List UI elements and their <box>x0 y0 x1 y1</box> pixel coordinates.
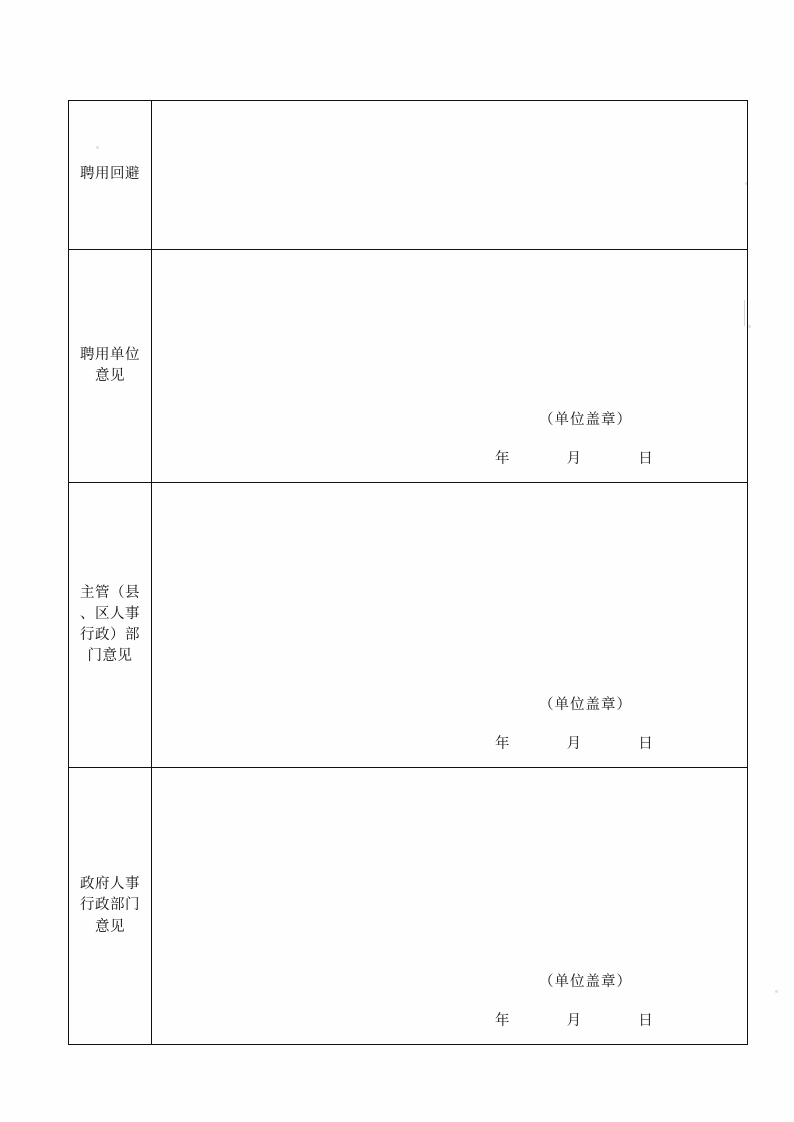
date-year: 年 <box>495 451 511 467</box>
row-content-employment-avoidance[interactable] <box>152 101 748 250</box>
table-row-supervising-department-opinion <box>69 483 748 768</box>
label-text-line1: 聘用单位 <box>80 346 140 363</box>
date-month: 月 <box>566 1013 583 1029</box>
label-text-line1: 政府人事 <box>80 876 140 893</box>
date-line <box>387 1009 717 1030</box>
seal-label: （单位盖章） <box>539 974 632 990</box>
signature-block-supervising-department <box>387 693 717 753</box>
date-line <box>387 732 717 753</box>
row-content-employing-unit-opinion[interactable] <box>152 250 748 483</box>
date-day: 日 <box>638 451 654 467</box>
date-month: 月 <box>566 451 583 467</box>
row-label-employment-avoidance <box>69 101 152 250</box>
label-text-line3: 意见 <box>95 918 125 935</box>
label-text: 聘用回避 <box>80 166 140 183</box>
label-text-line4: 门意见 <box>87 648 133 665</box>
date-month: 月 <box>566 736 583 752</box>
seal-label: （单位盖章） <box>539 697 632 713</box>
scan-speck <box>748 325 751 328</box>
row-content-supervising-department-opinion[interactable] <box>152 483 748 768</box>
row-label-government-personnel-department-opinion <box>69 768 152 1045</box>
scan-speck <box>775 990 778 993</box>
row-label-supervising-department-opinion <box>69 483 152 768</box>
label-text-line3: 行政）部 <box>80 627 140 643</box>
seal-label: （单位盖章） <box>539 412 632 428</box>
row-label-employing-unit-opinion <box>69 250 152 483</box>
table-row-employment-avoidance <box>69 101 748 250</box>
table-row-government-personnel-department-opinion <box>69 768 748 1045</box>
date-day: 日 <box>638 736 654 752</box>
label-text-line1: 主管（县 <box>80 584 140 601</box>
label-text-line2: 意见 <box>95 368 125 384</box>
label-text-line2: 行政部门 <box>80 897 140 914</box>
approval-form-table <box>68 100 748 1045</box>
label-text-line2: 、区人事 <box>80 605 140 622</box>
date-line <box>387 447 717 468</box>
date-day: 日 <box>638 1013 654 1029</box>
date-year: 年 <box>495 1013 511 1029</box>
row-content-government-personnel-department-opinion[interactable] <box>152 768 748 1045</box>
table-row-employing-unit-opinion <box>69 250 748 483</box>
signature-block-employing-unit <box>387 408 717 468</box>
signature-block-government-personnel-department <box>387 970 717 1030</box>
date-year: 年 <box>495 736 511 752</box>
